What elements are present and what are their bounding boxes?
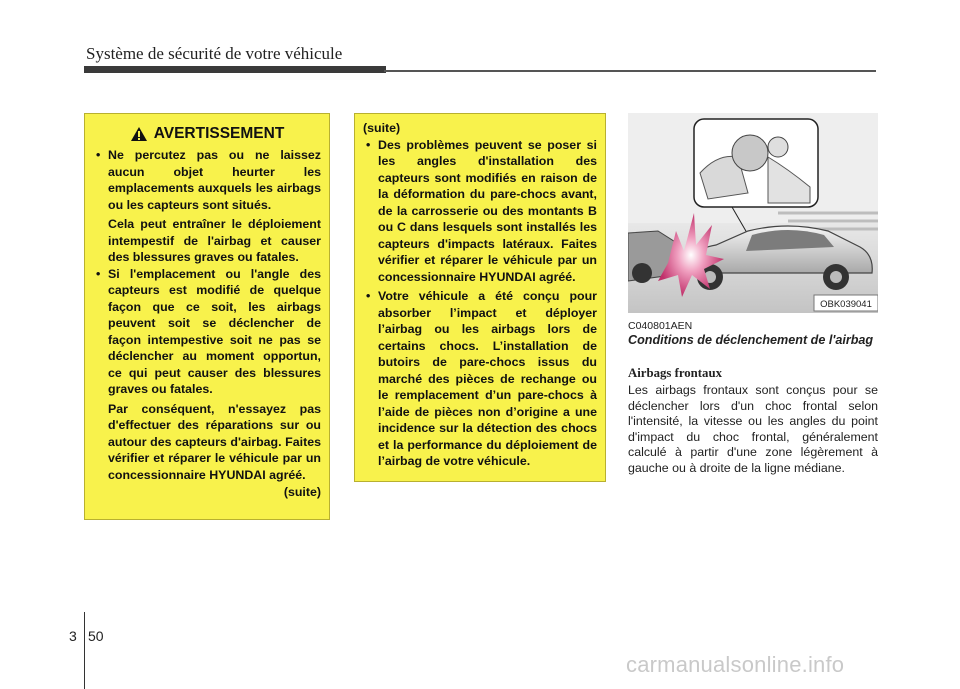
warning-bullet-2: • Si l'emplacement ou l'angle des capteurs est modifié de quelque façon que ce soit, les airbags peuvent soit se déclencher de façon intempestive soit ne pas se déclencher au moment opportun, ce qui peut causer des blessures graves ou fatales. xyxy=(93,266,321,398)
reference-code: C040801AEN xyxy=(628,320,693,332)
page-number: 50 xyxy=(88,628,104,644)
warning-triangle-icon xyxy=(130,126,148,142)
frontal-impact-illustration xyxy=(628,113,878,313)
warning-box-middle xyxy=(354,113,606,482)
page-title: Système de sécurité de votre véhicule xyxy=(86,44,343,63)
section-title: Conditions de déclenchement de l'airbag xyxy=(628,333,874,347)
illustration-code: OBK039041 xyxy=(820,299,872,310)
warning-bullet-4: • Votre véhicule a été conçu pour absorber l’impact et déployer l’airbag ou les airbags lors de certains chocs. L’installation de butoirs de pare-chocs issus du marché des pièces de rechange ou le remplacement d’un pare-chocs à l’aide de pièces non d’origine a une incidence sur la détection des chocs et la performance du déploiement de l’airbag de votre véhicule. xyxy=(363,288,597,470)
header-rule-thick xyxy=(84,66,386,73)
warning-bullet-1: • Ne percutez pas ou ne laissez aucun objet heurter les emplacements auxquels les airbags ou les capteurs sont situés. xyxy=(93,147,321,213)
suite-label-top: (suite) xyxy=(363,121,401,135)
warning-heading xyxy=(93,124,321,144)
footer-divider xyxy=(84,612,85,689)
header-rule-thin xyxy=(384,70,876,72)
warning-bullet-2-continuation: Par conséquent, n'essayez pas d'effectuer des réparations sur ou autour des capteurs d'airbag. Faites vérifier et réparer le véhicule par un concessionnaire HYUNDAI agréé. xyxy=(108,401,321,482)
warning-bullet-3: • Des problèmes peuvent se poser si les angles d'installation des capteurs sont modifiés en raison de la déformation du pare-chocs avant, de la carrosserie ou des montants B ou C dans lesquels sont installés les capteurs d'impacts latéraux. Faites vérifier et réparer le véhicule par un concessionnaire HYUNDAI agréé. xyxy=(363,137,597,286)
chapter-number: 3 xyxy=(69,628,77,644)
watermark: carmanualsonline.info xyxy=(626,652,845,677)
warning-bullet-1-continuation: Cela peut entraîner le déploiement intempestif de l'airbag et causer des blessures graves ou fatales. xyxy=(108,217,321,264)
warning-heading-text: AVERTISSEMENT xyxy=(153,124,285,142)
car-crash-drawing xyxy=(628,113,878,313)
section-subtitle: Airbags frontaux xyxy=(628,366,722,380)
suite-label: (suite) xyxy=(283,485,321,499)
section-body: Les airbags frontaux sont conçus pour se déclencher lors d'un choc frontal selon l'intensité, la vitesse ou les angles du point d'impact du choc frontal, généralement calculé à partir d'une zone légèrement à gauche ou à droite de la ligne médiane. xyxy=(628,383,878,475)
warning-box-left xyxy=(84,113,330,520)
